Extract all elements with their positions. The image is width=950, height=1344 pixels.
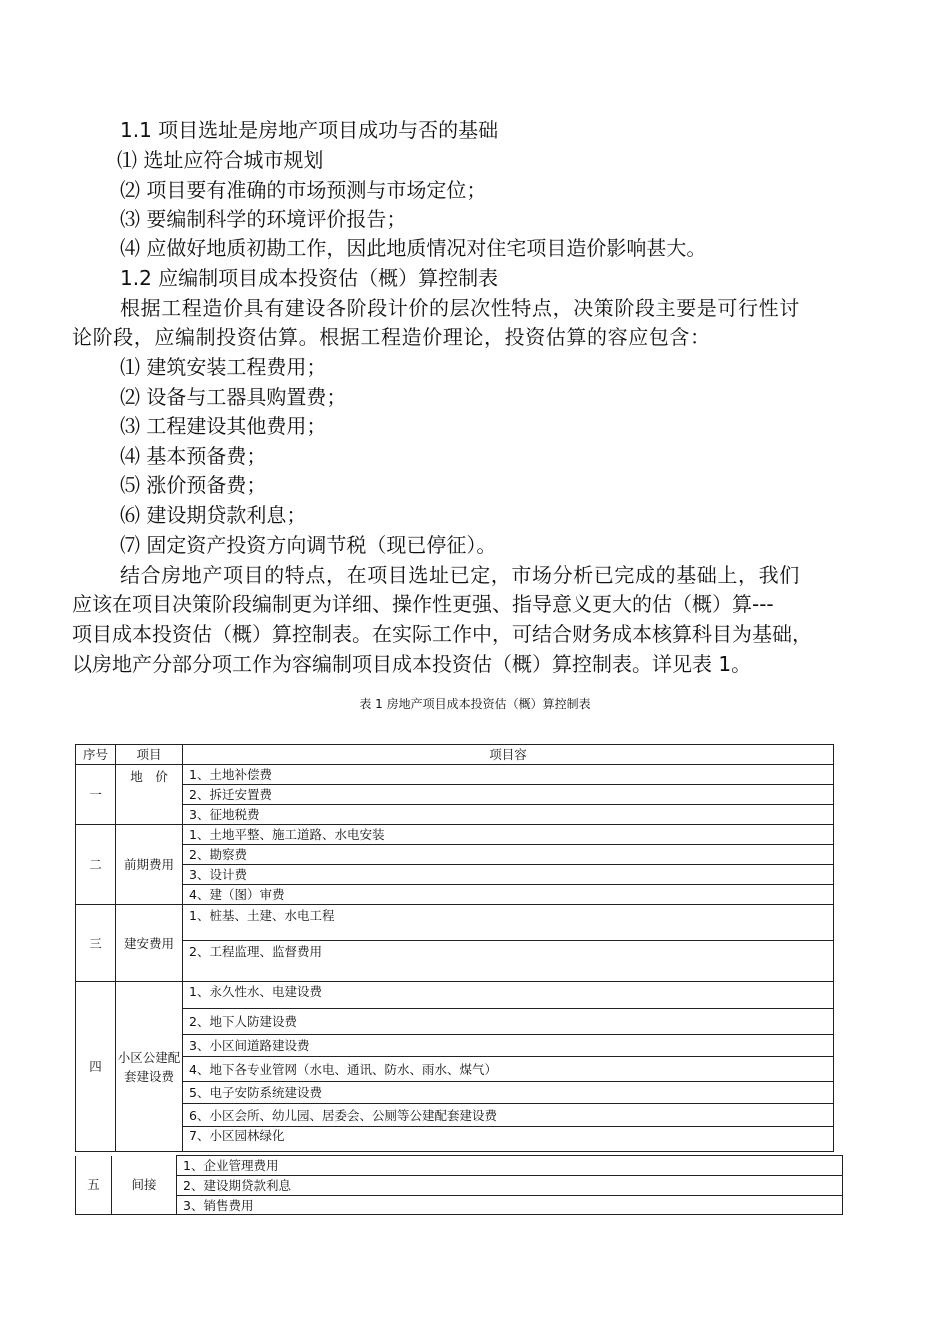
header-content: 项目容 (183, 745, 834, 765)
table-cell: 4、地下各专业管网（水电、通讯、防水、雨水、煤气） (183, 1057, 834, 1082)
cost-control-table-continued (75, 1155, 843, 1215)
table-cell: 1、企业管理费用 (177, 1156, 843, 1176)
table-row (76, 865, 834, 885)
table-row (76, 825, 834, 845)
list-item: ⑷ 应做好地质初勘工作，因此地质情况对住宅项目造价影响甚大。 (120, 236, 707, 260)
table-caption: 表 1 房地产项目成本投资估（概）算控制表 (359, 697, 591, 711)
table-row (76, 765, 834, 785)
list-item: ⑶ 要编制科学的环境评价报告； (120, 207, 407, 231)
table-row (76, 785, 834, 805)
table-cell: 1、土地补偿费 (183, 765, 834, 785)
table-cell: 1、永久性水、电建设费 (183, 982, 834, 1009)
group-name: 前期费用 (116, 825, 183, 905)
table-cell: 2、勘察费 (183, 845, 834, 865)
list-item: ⑵ 项目要有准确的市场预测与市场定位； (120, 178, 487, 202)
table-cell: 3、小区间道路建设费 (183, 1035, 834, 1057)
table-row (76, 1127, 834, 1152)
table-row (76, 905, 834, 941)
table-row (76, 845, 834, 865)
group-name: 小区公建配套建设费 (116, 982, 183, 1152)
paragraph-line: 项目成本投资估（概）算控制表。在实际工作中，可结合财务成本核算科目为基础， (72, 622, 812, 646)
table-header-row (76, 745, 834, 765)
group-no: 四 (76, 982, 116, 1152)
group-no: 三 (76, 905, 116, 982)
table-cell: 2、建设期贷款利息 (177, 1176, 843, 1196)
table-row (76, 1009, 834, 1035)
group-no: 二 (76, 825, 116, 905)
table-row (76, 805, 834, 825)
section-heading-1-1: 1.1 项目选址是房地产项目成功与否的基础 (120, 118, 499, 142)
table-cell: 1、桩基、土建、水电工程 (183, 905, 834, 941)
group-name: 间接 (112, 1156, 177, 1215)
header-no: 序号 (76, 745, 116, 765)
group-no: 一 (76, 765, 116, 825)
list-item: ⑴ 建筑安装工程费用； (120, 355, 327, 379)
paragraph-line: 结合房地产项目的特点，在项目选址已定，市场分析已完成的基础上，我们 (120, 563, 800, 587)
table-row (76, 1104, 834, 1127)
group-no: 五 (76, 1156, 112, 1215)
paragraph-line: 以房地产分部分项工作为容编制项目成本投资估（概）算控制表。详见表 1。 (72, 652, 752, 676)
group-name: 地 价 (116, 765, 183, 825)
table-row (76, 941, 834, 982)
list-item: ⑴ 选址应符合城市规划 (117, 148, 324, 172)
list-item: ⑸ 涨价预备费； (120, 473, 267, 497)
table-cell: 7、小区园林绿化 (183, 1127, 834, 1152)
section-heading-1-2: 1.2 应编制项目成本投资估（概）算控制表 (120, 266, 499, 290)
table-cell: 5、电子安防系统建设费 (183, 1082, 834, 1104)
table-cell: 2、工程监理、监督费用 (183, 941, 834, 982)
table-cell: 3、征地税费 (183, 805, 834, 825)
table-cell: 2、地下人防建设费 (183, 1009, 834, 1035)
table-cell: 3、设计费 (183, 865, 834, 885)
table-row (76, 1176, 843, 1196)
table-cell: 3、销售费用 (177, 1196, 843, 1215)
table-cell: 2、拆迁安置费 (183, 785, 834, 805)
table-row (76, 982, 834, 1009)
header-item: 项目 (116, 745, 183, 765)
table-row (76, 1035, 834, 1057)
table-cell: 1、土地平整、施工道路、水电安装 (183, 825, 834, 845)
table-row (76, 1156, 843, 1176)
list-item: ⑹ 建设期贷款利息； (120, 503, 307, 527)
list-item: ⑷ 基本预备费； (120, 444, 267, 468)
table-row (76, 1196, 843, 1215)
paragraph-line: 根据工程造价具有建设各阶段计价的层次性特点，决策阶段主要是可行性讨 (120, 296, 800, 320)
table-row (76, 1082, 834, 1104)
list-item: ⑵ 设备与工器具购置费； (120, 385, 347, 409)
cost-control-table (75, 744, 834, 1152)
paragraph-line: 论阶段，应编制投资估算。根据工程造价理论，投资估算的容应包含： (72, 325, 711, 349)
list-item: ⑶ 工程建设其他费用； (120, 414, 327, 438)
list-item: ⑺ 固定资产投资方向调节税（现已停征）。 (120, 533, 497, 557)
group-name: 建安费用 (116, 905, 183, 982)
table-cell: 6、小区会所、幼儿园、居委会、公厕等公建配套建设费 (183, 1104, 834, 1127)
table-row (76, 1057, 834, 1082)
table-row (76, 885, 834, 905)
paragraph-line: 应该在项目决策阶段编制更为详细、操作性更强、指导意义更大的估（概）算--- (72, 592, 774, 616)
table-cell: 4、建（图）审费 (183, 885, 834, 905)
